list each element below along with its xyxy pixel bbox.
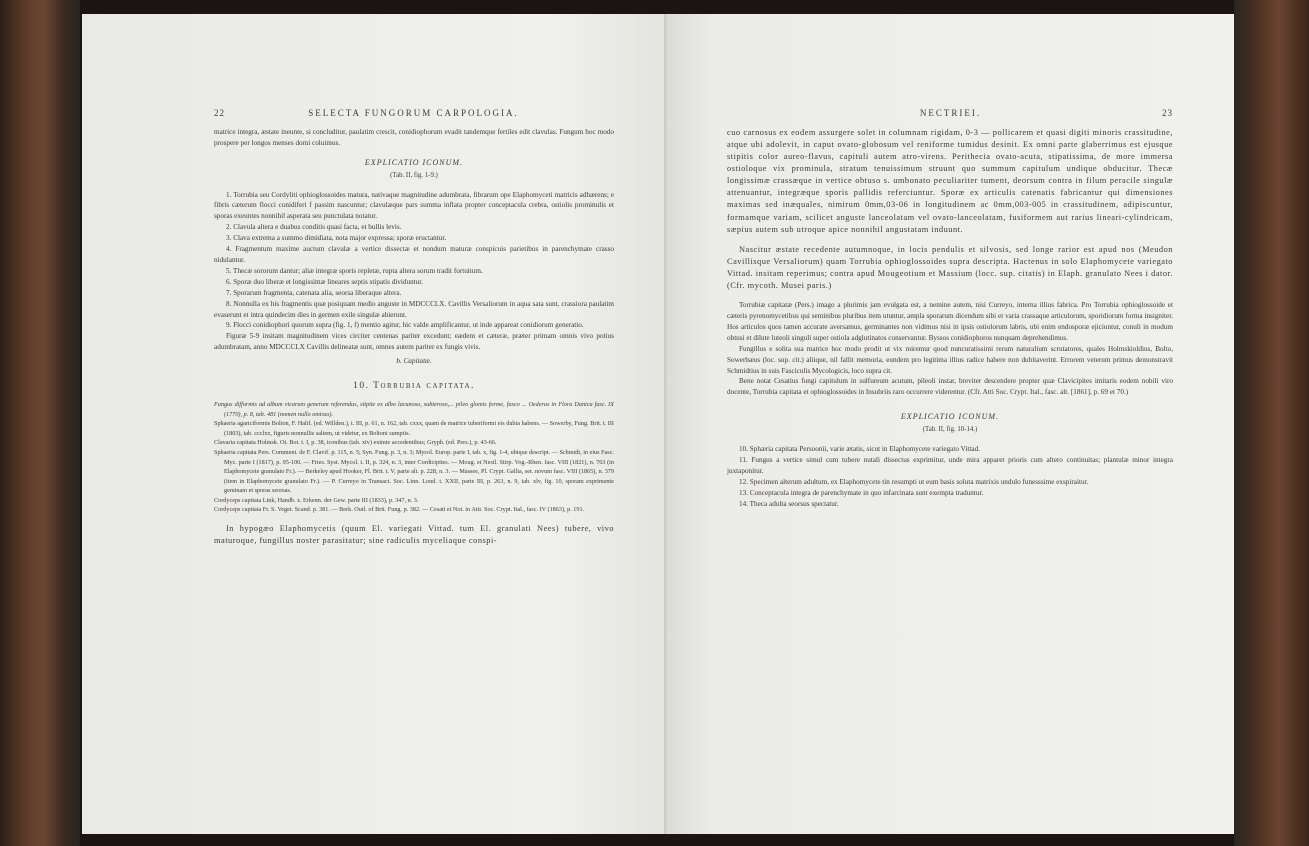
right-paragraph-2: Nascitur æstate recedente autumnoque, in locis pendulis et silvosis, sed longe rarior est apud nos (Meudon Cavillisque Versaliorum) quam Torrubia ophioglossoides supra descripta. Hactenus in solo Elaphomycete variegato Vittad. insitam reperimus; contra apud Mougeotium et Massium (locc. sup. citatis) in Elaph. granulato Nees i dator. (Cfr. mycoth. Musei paris.) xyxy=(727,244,1173,291)
bibliography xyxy=(214,400,614,515)
biblio-entry: Cordyceps capitata Fr. S. Veget. Scand. p. 381. — Berk. Outl. of Brit. Fung. p. 382. — Cesati et Not. in Atti. Soc. Crypt. Ital., fasc. IV (1863), p. 191. xyxy=(214,506,585,514)
figure-item: 2. Clavula altera e duabus conditis quasi facta, et bullis levis. xyxy=(226,223,402,232)
figure-item: 3. Clava extrema a summo dimidiata, nota major expressa; sporæ eructantur. xyxy=(226,234,447,243)
figure-item: 4. Fragmentum maxime auctum clavulæ a vertice dissectæ et nondum maturæ conspicuis parietibus in parenchymate crasso nidulantur. xyxy=(214,245,614,264)
diagnosis: Fungus difformis ad album vicarum generum referendus, stipite ex albo lacunoso, subteroso,... pileo glomis forme, fusco ... Oederus in Flora Danica fasc. IX (1770), p. 8, tab. 481 (nomen nullo omisso). xyxy=(214,400,614,418)
figure-item: 14. Theca adulta seorsus spectatur. xyxy=(739,499,839,508)
figure-item: 13. Conceptacula integra de parenchymate in quo infarcinata sunt exempta traduntur. xyxy=(739,488,984,497)
biblio-entry: Sphaeria agariciformis Bolton, F. Halif. (ed. Willden.), t. III, p. 61, n. 162, tab. cxxx, quam de matrice tuberiformi eis dubia habens. — Sowerby, Fung. Brit. t. III (1803), tab. ccclxx, figuris nonnullis saltem, ut videtur, ex Boltoni sumptis. xyxy=(214,420,614,437)
left-page-content xyxy=(214,108,614,547)
left-figure-items xyxy=(214,190,614,332)
closing-paragraph: In hypogæo Elaphomycetis (quum El. variegati Vittad. tum El. granulati Nees) tubere, vivo maturoque, fungillus noster parasitatur; sine radiculis myceliaque conspi- xyxy=(214,524,614,546)
right-running-head: NECTRIEI. xyxy=(919,108,982,118)
right-paragraph-3: Torrubiæ capitatæ (Pers.) imago a plurimis jam evulgata est, a nemine autem, nisi Curreyo, interna illius fabrica. Pro Torrubia ophioglossoide et cæteris pyrenomycetibus qui seminibus pluribus item utuntur, ampla sporarum dicendum sibi et varia crassaque articulorum, sporidiorum forma insigniter. Hos articulos quos tamen accurate aversamus, germinantes non vidimus nisi in ipsis ostiolorum labris, ubi enim endosporæ ejiciuntur, conuli in modum obtusi et dilute luteoli singuli super ostiola adglutinatos conservantur. Byssos conidiophoros nunquam deprehendimus. xyxy=(727,301,1173,342)
right-running-header xyxy=(727,108,1173,119)
figure-item: 9. Flocci conidiophori quorum supra (fig. 1, f) mentio agitur, hic valde amplificantur, ut inde appareat conidiorum generatio. xyxy=(226,321,584,330)
figure-item: 6. Sporæ duo liberæ et longissimæ lineares septis stipatis dividuntur. xyxy=(226,277,424,286)
figure-item: 8. Nonnulla ex his fragmentis quæ posiquam medio anguste in MDCCCLX. Cavillis Versaliorum in aqua sata sunt, crassiora paulatim evaserunt et intra quindecim dies in germen exile singulæ abierunt. xyxy=(214,299,614,319)
book-binding-right xyxy=(1234,0,1309,846)
biblio-entry: Cordyceps capitata Link, Handb. z. Erkenn. der Gew. parte III (1833), p. 347, n. 3. xyxy=(214,496,419,504)
left-intro-paragraph: matrice integra, æstate ineunte, si concluditur, paulatim crescit, conidiophorum evadit tandemque fertiles edit clavulas. Fungum hoc modo prospere per longos menses domi coluimus. xyxy=(214,127,614,147)
sub-heading: b. Capitatæ. xyxy=(396,357,432,366)
biblio-entry: Clavaria capitata Holmsk. Ot. Bot. t. I, p. 38, iconibus (tab. xiv) eximie accedentibus; Gryph. (ed. Pers.), p. 43-66. xyxy=(214,439,497,447)
figure-item: 5. Thecæ sororum dantur; aliæ integræ sporis repletæ, rupta altera sorum tradit fortuitum. xyxy=(226,266,483,275)
figure-note: Figuræ 5-9 insitam magnitudinem vices circiter centenas pariter excedunt; eædem et cæteræ, præter primam omnis vivo potius adumbratam, anno MDCCCLX Cavillis delineatæ sunt, omnes autem pariter ex fungis vivis. xyxy=(214,332,614,352)
figure-item: 12. Specimen alterum adultum, ex Elaphomycete tin resumpti ut eum basis soluta matrixis undulo funesssime exspiraitur. xyxy=(739,477,1089,486)
left-page-number: 22 xyxy=(214,108,225,118)
biblio-entry: Sphaeria capitata Pers. Comment. de F. Clavif. p. 115, n. 5; Syn. Fung. p. 3, n. 3; Mycol. Europ. parte I, tab. x, fig. 1-4, ubique descript. — Schmidt, in eius Fasc. Myc. parte I (1817), p. 95-100. — Fries. Syst. Mycol. t. II, p. 324, n. 3, inter Cordicipites. — Moug. et Nestl. Stirp. Vog.-Rhen. fasc. VIII (1821), n. 763 (in Elaphomycete granulato Fr.). — Berkeley apud Hooker, Fl. Brit. t. V, parte alt. p. 228, n. 3. — Massee, Pl. Crypt. Gallia, ser. novum fasc. VIII (1865), n. 379 (item in Elaphomycete granulato Fr.). — P. Curreyo in Transact. Soc. Linn. Lond. t. XXII, parte III, p. 263, n. 9, tab. xlv, fig. 10, sporam exprimente geminam et sporas seorsas. xyxy=(214,448,614,495)
right-paragraph-5: Bene notat Cesatius fungi capitulum in sulfureum acutum, pileoli instar, breviter descendere propter quæ Clavicipites imitaris eodem nobili viro docente, Torrubia capitata et ophioglossoides in Insubriis raro occurrere viderentur. (Cfr. Atti Soc. Crypt. Ital., fasc. alt. [1861], p. 69 et 70.) xyxy=(727,377,1173,397)
right-paragraph-1: cuo carnosus ex eodem assurgere solet in columnam rigidam, 0-3 — pollicarem et quasi digiti minoris crassitudine, atque ubi adolevit, in caput ovato-globosum vel reniforme tumidus desinit. Ex omni parte glaberrimus est ejusque stipitis color aureo-flavus, capituli autem atro-virens. Perithecia ovato-acuta, stipatissima, de more immersa ostioloque vix prominula, stratum tenuissimum struunt quo summum capitulum undique obducitur. Thecæ longissimæ crassæque in vertice obtuso s. umbonato peculiariter tument, deorsum contra in filum peracile singulæ attenuantur, integræque sporis pallidis referciuntur. Sporæ ex articulis catenatis fabricantur qui dimensiones maximas sed inæquales, nimirum 0mm,03-06 in longitudinem ac 0mm,003-005 in crassitudinem, adipiscuntur, formamque variam, scilicet anguste lanceolatam vel ovato-lanceolatam, fusiformem aut rarius lineari-cylindricam, sæpius autem sub utroque apice nonnihil angustatam induunt. xyxy=(727,127,1173,234)
left-page xyxy=(82,14,667,834)
figure-item: 7. Sporarum fragmenta, catenata alia, seorsa liberaque altera. xyxy=(226,288,402,297)
figure-item: 1. Torrubia seu Cordyliti ophioglossoides matura, nativaque magnitudine adumbrata, fibrarum ope Elaphomyceti matricis adhærens; e fibris cæterum flocci conidiferi f passim nascuntur; clavulæque pars summa inflata propter conceptacula crebra, ostiolis prominulis et sporas exeuntes nonnihil asperata seu punctulata notatur. xyxy=(214,190,614,221)
figure-item: 10. Sphæria capitata Persoonii, varie ætatis, sicut in Elaphomycete variegato Vittad. xyxy=(739,445,980,454)
left-running-header xyxy=(214,108,614,119)
left-caption-ref: (Tab. II, fig. 1-9.) xyxy=(390,171,438,179)
right-page-content xyxy=(727,108,1173,510)
left-caption-title: EXPLICATIO ICONUM. xyxy=(364,157,464,167)
right-caption-ref: (Tab. II, fig. 10-14.) xyxy=(922,426,978,434)
book-binding-left xyxy=(0,0,80,846)
right-page-number: 23 xyxy=(1162,108,1173,118)
right-paragraph-4: Fungillus e solita sua matrice hoc modo prodit ut vix miremur quod nuncuratissimi rerum naturalium scrutatores, quales Holmskioldius, Bolto, Sowerbæus (loc. sup. cit.) aliique, nil fallit memoria, eundem pro legitima illius radice habere non dubitaverint. Errorem veterum primus demonstravit Schmidtius in suis Fasciculis Mycologicis, loco supra cit. xyxy=(727,344,1173,375)
right-caption-title: EXPLICATIO ICONUM. xyxy=(900,412,1000,422)
left-running-head: SELECTA FUNGORUM CARPOLOGIA. xyxy=(308,108,519,118)
right-figure-items xyxy=(727,444,1173,509)
section-heading: 10. Torrubia capitata. xyxy=(353,381,475,392)
figure-item: 11. Fungus a vertice simul cum tubere nutali dissectus exprimitur, unde mira apparet prioris cum altero continuitas; plantulæ minor integra juxtaponitur. xyxy=(727,456,1173,475)
right-page xyxy=(667,14,1234,834)
